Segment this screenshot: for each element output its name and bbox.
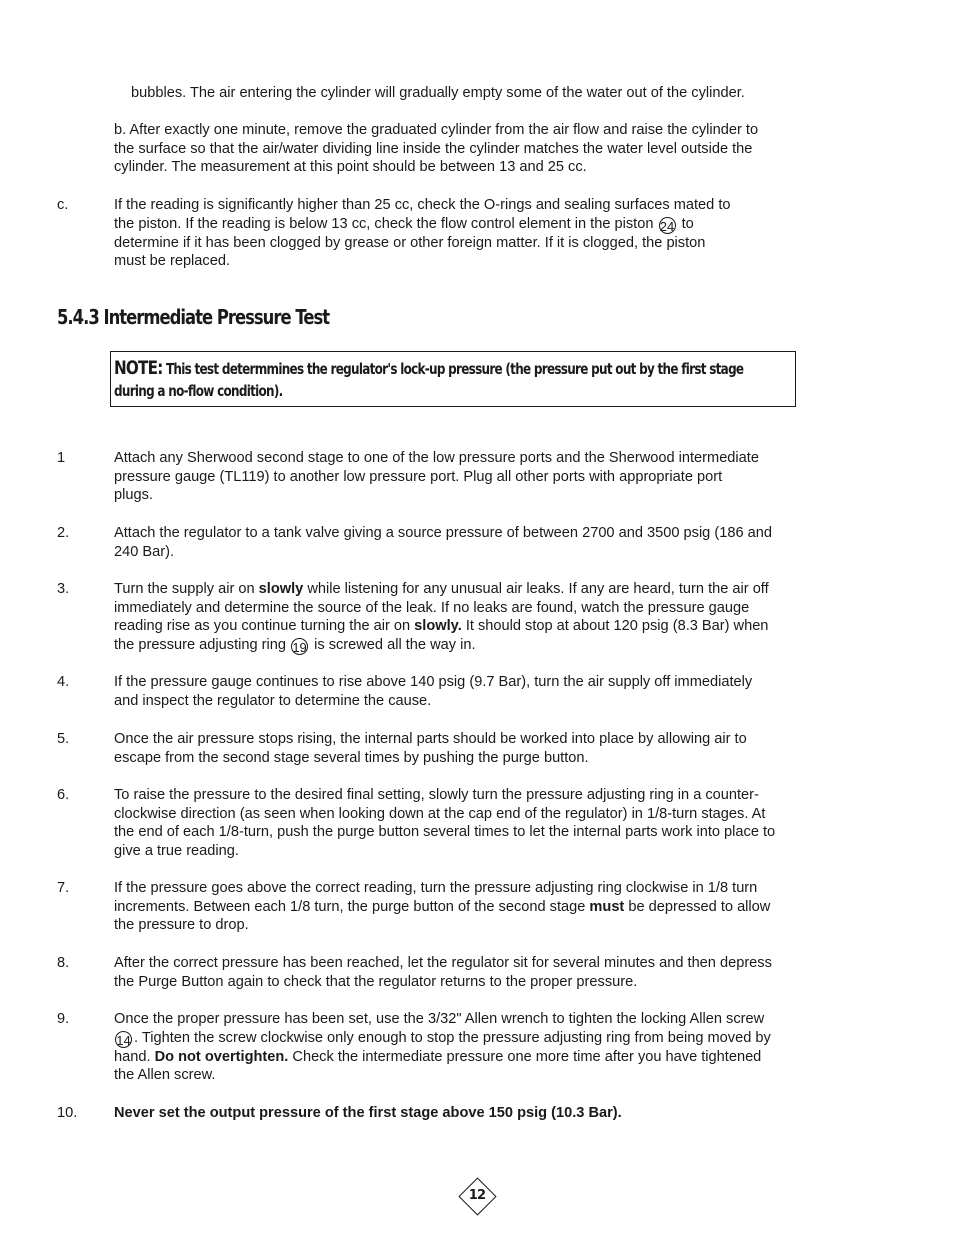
step-7-part: be depressed to allow the pressure to drop. xyxy=(114,898,771,934)
step-7-part: If the pressure goes above the correct reading, turn the pressure adjusting ring clockwise in 1/8 turn increments. Between each 1/8 turn, the purge button of the second stage xyxy=(114,880,758,915)
step-c-paragraph xyxy=(114,196,734,271)
step-10-text: Never set the output pressure of the first stage above 150 psig (10.3 Bar). xyxy=(114,1105,622,1121)
step-3-part: is screwed all the way in. xyxy=(310,636,476,653)
note-box xyxy=(110,351,796,407)
step-3-emphasis-slowly: slowly xyxy=(258,581,304,597)
step-10-number: 10. xyxy=(57,1105,78,1121)
step-3-number: 3. xyxy=(57,581,70,597)
part-ref-14-icon: 14 xyxy=(116,1032,131,1048)
step-3-emphasis-slowly-2: slowly. xyxy=(414,618,462,635)
step-c-text-1: If the reading is significantly higher than 25 cc, check the O-rings and sealing surfaces mated to the piston. If the reading is below 13 cc, check the flow control element in the piston xyxy=(114,197,731,232)
step-9-emphasis-do-not-overtighten: Do not overtighten. xyxy=(154,1048,289,1065)
step-3-part: It should stop at about 120 psig (8.3 Bar) when the pressure adjusting ring xyxy=(114,618,769,653)
step-9-part: Check the intermediate pressure one more time after you have tightened the Allen screw. xyxy=(114,1048,762,1084)
step-5-number: 5. xyxy=(57,731,70,747)
step-2-text: Attach the regulator to a tank valve giving a source pressure of between 2700 and 3500 psig (186 and 240 Bar). xyxy=(114,525,772,560)
step-9-part: . Tighten the screw clockwise only enough to stop the pressure adjusting ring from being moved by hand. xyxy=(114,1029,771,1065)
step-3-part: Turn the supply air on xyxy=(114,581,259,597)
step-3-text xyxy=(114,580,789,655)
step-1-text: Attach any Sherwood second stage to one of the low pressure ports and the Sherwood intermediate pressure gauge (TL119) to another low pressure port. Plug all other ports with appropriate port plugs. xyxy=(114,450,759,504)
note-text xyxy=(114,357,754,402)
note-body: This test determmines the regulator's lock-up pressure (the pressure put out by the first stage during a no-flow condition). xyxy=(114,360,744,400)
step-7-text xyxy=(114,879,789,935)
step-7-emphasis-must: must xyxy=(589,898,625,915)
step-c-marker: c. xyxy=(57,197,69,213)
step-c-text-2: to determine if it has been clogged by grease or other foreign matter. If it is clogged, the piston must be replaced. xyxy=(114,215,706,270)
step-1-number: 1 xyxy=(57,450,66,466)
step-4-number: 4. xyxy=(57,674,70,690)
part-ref-24-icon: 24 xyxy=(659,218,675,234)
page-number: 12 xyxy=(468,1188,486,1203)
section-heading: 5.4.3 Intermediate Pressure Test xyxy=(57,305,330,329)
step-6-text: To raise the pressure to the desired final setting, slowly turn the pressure adjusting ring in a counter-clockwise direction (as seen when looking down at the cap end of the regulator) in 1/8-turn stages. At the end of each 1/8-turn, push the purge button several times to let the internal parts work into place to give a true reading. xyxy=(114,787,776,859)
step-9-text xyxy=(114,1010,779,1085)
step-9-part: Once the proper pressure has been set, use the 3/32" Allen wrench to tighten the locking Allen screw xyxy=(114,1011,765,1027)
step-3-part: while listening for any unusual air leaks. If any are heard, turn the air off immediately and determine the source of the leak. If no leaks are found, watch the pressure gauge reading rise as you continue turning the air on xyxy=(114,581,769,635)
step-b-paragraph: b. After exactly one minute, remove the graduated cylinder from the air flow and raise the cylinder to the surface so that the air/water dividing line inside the cylinder matches the water level outside the cylinder. The measurement at this point should be between 13 and 25 cc. xyxy=(114,122,759,176)
step-6-number: 6. xyxy=(57,787,70,803)
bubbles-paragraph: bubbles. The air entering the cylinder will gradually empty some of the water out of the cylinder. xyxy=(131,85,745,101)
step-7-number: 7. xyxy=(57,880,70,896)
step-5-text: Once the air pressure stops rising, the internal parts should be worked into place by allowing air to escape from the second stage several times by pushing the purge button. xyxy=(114,731,747,766)
note-label: NOTE: xyxy=(114,357,163,379)
part-ref-19-icon: 19 xyxy=(292,639,307,655)
page-number-badge xyxy=(459,1178,495,1214)
step-8-text: After the correct pressure has been reached, let the regulator sit for several minutes and then depress the Purge Button again to check that the regulator returns to the proper pressure. xyxy=(114,955,772,990)
step-9-number: 9. xyxy=(57,1011,70,1027)
step-4-text: If the pressure gauge continues to rise above 140 psig (9.7 Bar), turn the air supply off immediately and inspect the regulator to determine the cause. xyxy=(114,674,753,709)
step-2-number: 2. xyxy=(57,525,70,541)
step-8-number: 8. xyxy=(57,955,70,971)
